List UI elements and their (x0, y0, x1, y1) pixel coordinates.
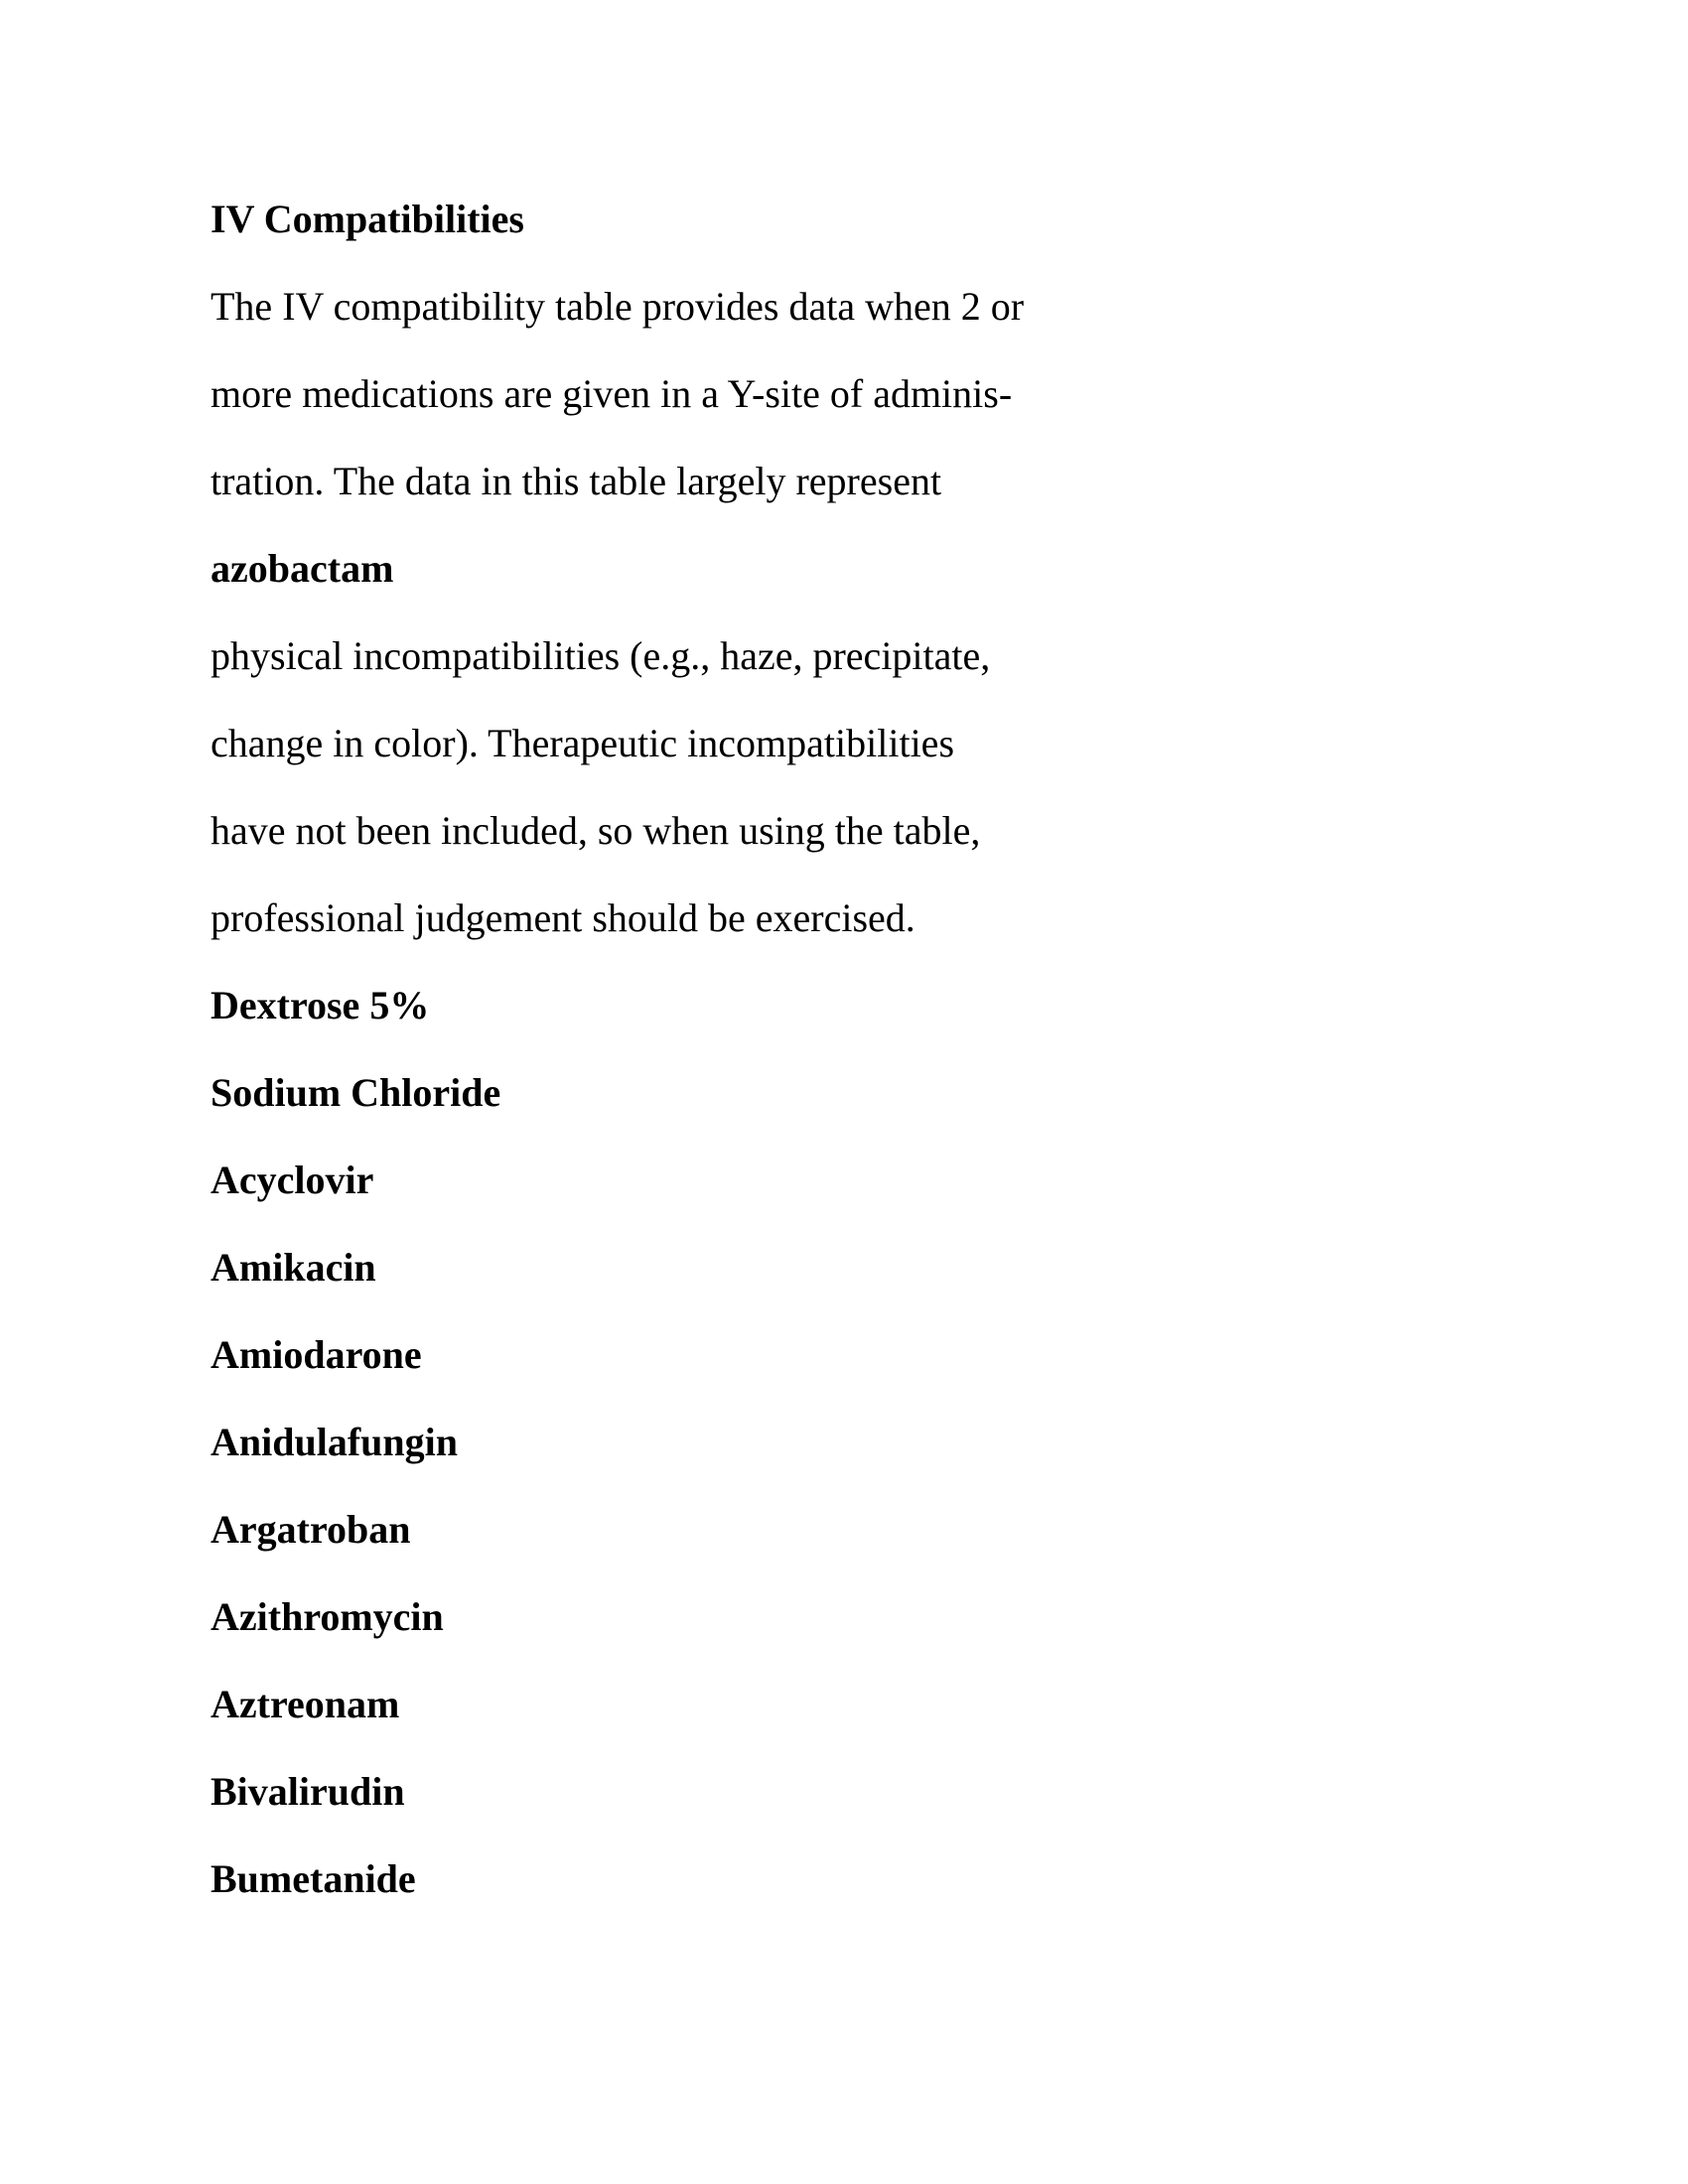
inline-heading: azobactam (211, 546, 394, 591)
continuation-line-1: physical incompatibilities (e.g., haze, precipitate, (211, 633, 991, 678)
drug-list-item: Aztreonam (211, 1682, 400, 1726)
drug-list-item: Amiodarone (211, 1332, 422, 1377)
drug-list-item: Bivalirudin (211, 1769, 405, 1814)
drug-list-item: Acyclovir (211, 1158, 374, 1202)
drug-list-item: Azithromycin (211, 1594, 444, 1639)
drug-list-item: Sodium Chloride (211, 1070, 501, 1115)
intro-line-2: more medications are given in a Y-site of adminis- (211, 371, 1013, 416)
continuation-line-3: have not been included, so when using the table, (211, 808, 981, 853)
continuation-line-4: professional judgement should be exercised. (211, 895, 915, 940)
continuation-line-2: change in color). Therapeutic incompatibilities (211, 721, 955, 765)
drug-list-item: Dextrose 5% (211, 983, 430, 1027)
intro-line-1: The IV compatibility table provides data when 2 or (211, 284, 1025, 329)
drug-list-item: Amikacin (211, 1245, 376, 1290)
drug-list-item: Bumetanide (211, 1856, 416, 1901)
drug-list-item: Argatroban (211, 1507, 411, 1552)
page-title: IV Compatibilities (211, 197, 524, 241)
drug-list-item: Anidulafungin (211, 1420, 459, 1464)
intro-line-3: tration. The data in this table largely represent (211, 459, 942, 503)
